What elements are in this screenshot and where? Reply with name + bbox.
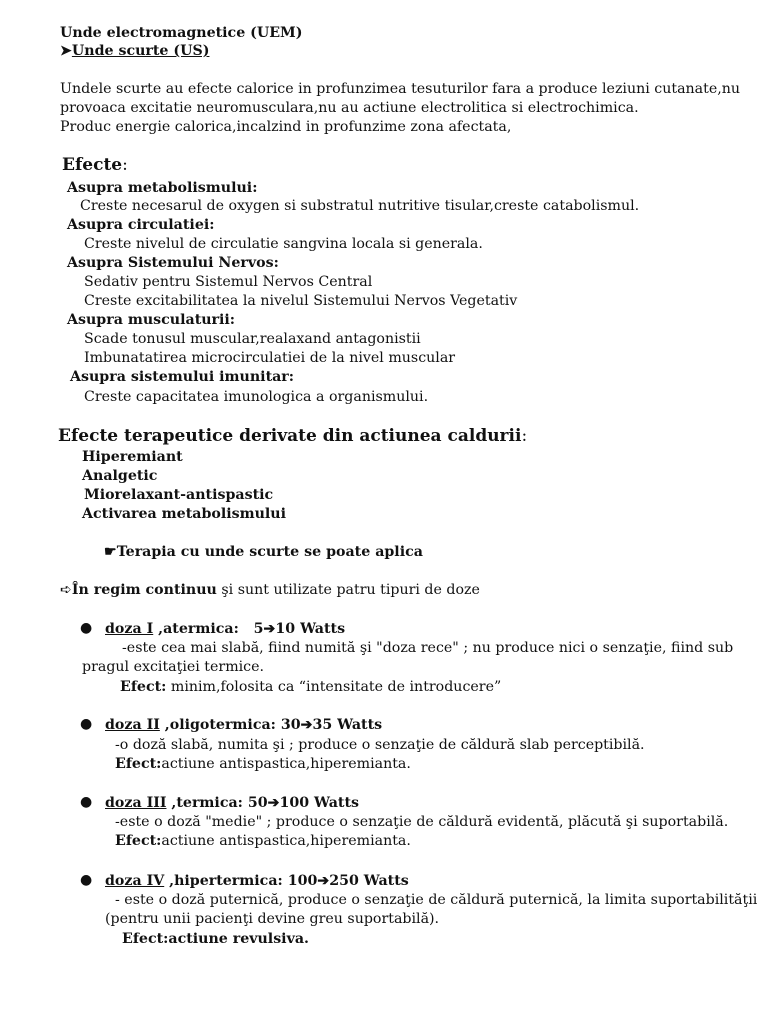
doza-name: doza II — [105, 717, 160, 733]
terapeutic-item: Hiperemiant — [82, 449, 183, 465]
doza-name: doza III — [105, 795, 167, 811]
intro-line: provoaca excitatie neuromusculara,nu au actiune electrolitica si electrochimica. — [60, 100, 639, 116]
efect-category-heading: Asupra musculaturii: — [67, 312, 236, 328]
doc-subtitle-text: Unde scurte (US) — [71, 43, 210, 59]
intro-line: Produc energie calorica,incalzind in profunzime zona afectata, — [60, 119, 512, 135]
efect-item: Sedativ pentru Sistemul Nervos Central — [84, 274, 373, 290]
efect-item: Imbunatatirea microcirculatiei de la nivel muscular — [84, 350, 456, 366]
terapeutice-heading: Efecte terapeutice derivate din actiunea caldurii: — [58, 426, 528, 446]
doza-range: 100➔250 Watts — [287, 873, 409, 889]
doza-desc: -o doză slabă, numita şi ; produce o senzaţie de căldură slab perceptibilă. — [115, 737, 645, 753]
doza-efect — [122, 930, 309, 948]
doza-heading — [105, 620, 345, 638]
doza-heading — [105, 794, 359, 812]
doza-desc: -este cea mai slabă, fiind numită şi "doza rece" ; nu produce nici o senzaţie, fiind sub — [122, 640, 734, 656]
bullet-dot-icon: ● — [80, 716, 93, 732]
efect-label: Efect: — [115, 833, 162, 849]
regim-bold: În regim continuu — [71, 582, 217, 598]
doza-efect — [115, 755, 411, 773]
bullet-dot-icon: ● — [80, 872, 93, 888]
terapeutic-item: Analgetic — [82, 468, 158, 484]
outline-arrow-icon: ➪ — [60, 582, 72, 598]
efect-item: Creste necesarul de oxygen si substratul nutritive tisular,creste catabolismul. — [80, 198, 640, 214]
regim-rest: şi sunt utilizate patru tipuri de doze — [216, 582, 480, 598]
efect-label: Efect: — [115, 756, 162, 772]
arrow-icon: ➤ — [60, 43, 72, 59]
efecte-heading: Efecte: — [62, 155, 128, 175]
efect-category-heading: Asupra sistemului imunitar: — [70, 369, 295, 385]
efect-category-heading: Asupra Sistemului Nervos: — [67, 255, 279, 271]
terapeutic-item: Miorelaxant-antispastic — [84, 487, 274, 503]
efect-text: actiune antispastica,hiperemianta. — [161, 756, 411, 772]
doc-subtitle — [60, 42, 209, 60]
efect-label: Efect: — [122, 931, 169, 947]
doza-type: ,atermica: — [153, 621, 239, 637]
doza-type: ,hipertermica: — [164, 873, 283, 889]
regim-line — [60, 581, 480, 599]
aplica-text: Terapia cu unde scurte se poate aplica — [116, 544, 423, 560]
efect-item: Creste excitabilitatea la nivelul Sistemului Nervos Vegetativ — [84, 293, 518, 309]
efect-item: Creste nivelul de circulatie sangvina locala si generala. — [84, 236, 483, 252]
doza-range: 50➔100 Watts — [247, 795, 360, 811]
efect-text: actiune revulsiva. — [168, 931, 309, 947]
doza-desc: - este o doză puternică, produce o senzaţie de căldură puternică, la limita suportabilităţii — [115, 892, 758, 908]
doza-desc: -este o doză "medie" ; produce o senzaţie de căldură evidentă, plăcută şi suportabilă. — [115, 814, 729, 830]
efect-label: Efect: — [120, 679, 167, 695]
doza-desc: (pentru unii pacienţi devine greu suportabilă). — [105, 911, 440, 927]
efect-category-heading: Asupra metabolismului: — [67, 180, 258, 196]
doza-name: doza I — [105, 621, 154, 637]
doza-desc: pragul excitaţiei termice. — [82, 659, 265, 675]
doza-range: 5➔10 Watts — [253, 621, 346, 637]
efect-item: Scade tonusul muscular,realaxand antagonistii — [84, 331, 421, 347]
aplica-line — [104, 543, 423, 561]
intro-line: Undele scurte au efecte calorice in profunzimea tesuturilor fara a produce leziuni cutanate,nu — [60, 81, 741, 97]
terapeutice-heading-text: Efecte terapeutice derivate din actiunea caldurii — [58, 426, 522, 446]
efect-category-heading: Asupra circulatiei: — [67, 217, 215, 233]
doza-efect — [115, 832, 411, 850]
terapeutic-item: Activarea metabolismului — [82, 506, 287, 522]
doza-heading — [105, 872, 409, 890]
doza-heading — [105, 716, 382, 734]
doza-efect — [120, 678, 501, 696]
doza-type: ,termica: — [166, 795, 243, 811]
efect-item: Creste capacitatea imunologica a organismului. — [84, 389, 429, 405]
bullet-dot-icon: ● — [80, 620, 93, 636]
doc-title: Unde electromagnetice (UEM) — [60, 25, 303, 41]
efect-text: minim,folosita ca “intensitate de introducere” — [166, 679, 502, 695]
pointing-hand-icon: ☛ — [104, 544, 117, 560]
doza-name: doza IV — [105, 873, 165, 889]
efect-text: actiune antispastica,hiperemianta. — [161, 833, 411, 849]
bullet-dot-icon: ● — [80, 794, 93, 810]
doza-type: ,oligotermica: — [159, 717, 276, 733]
doza-range: 30➔35 Watts — [280, 717, 383, 733]
efecte-heading-text: Efecte — [62, 155, 123, 175]
